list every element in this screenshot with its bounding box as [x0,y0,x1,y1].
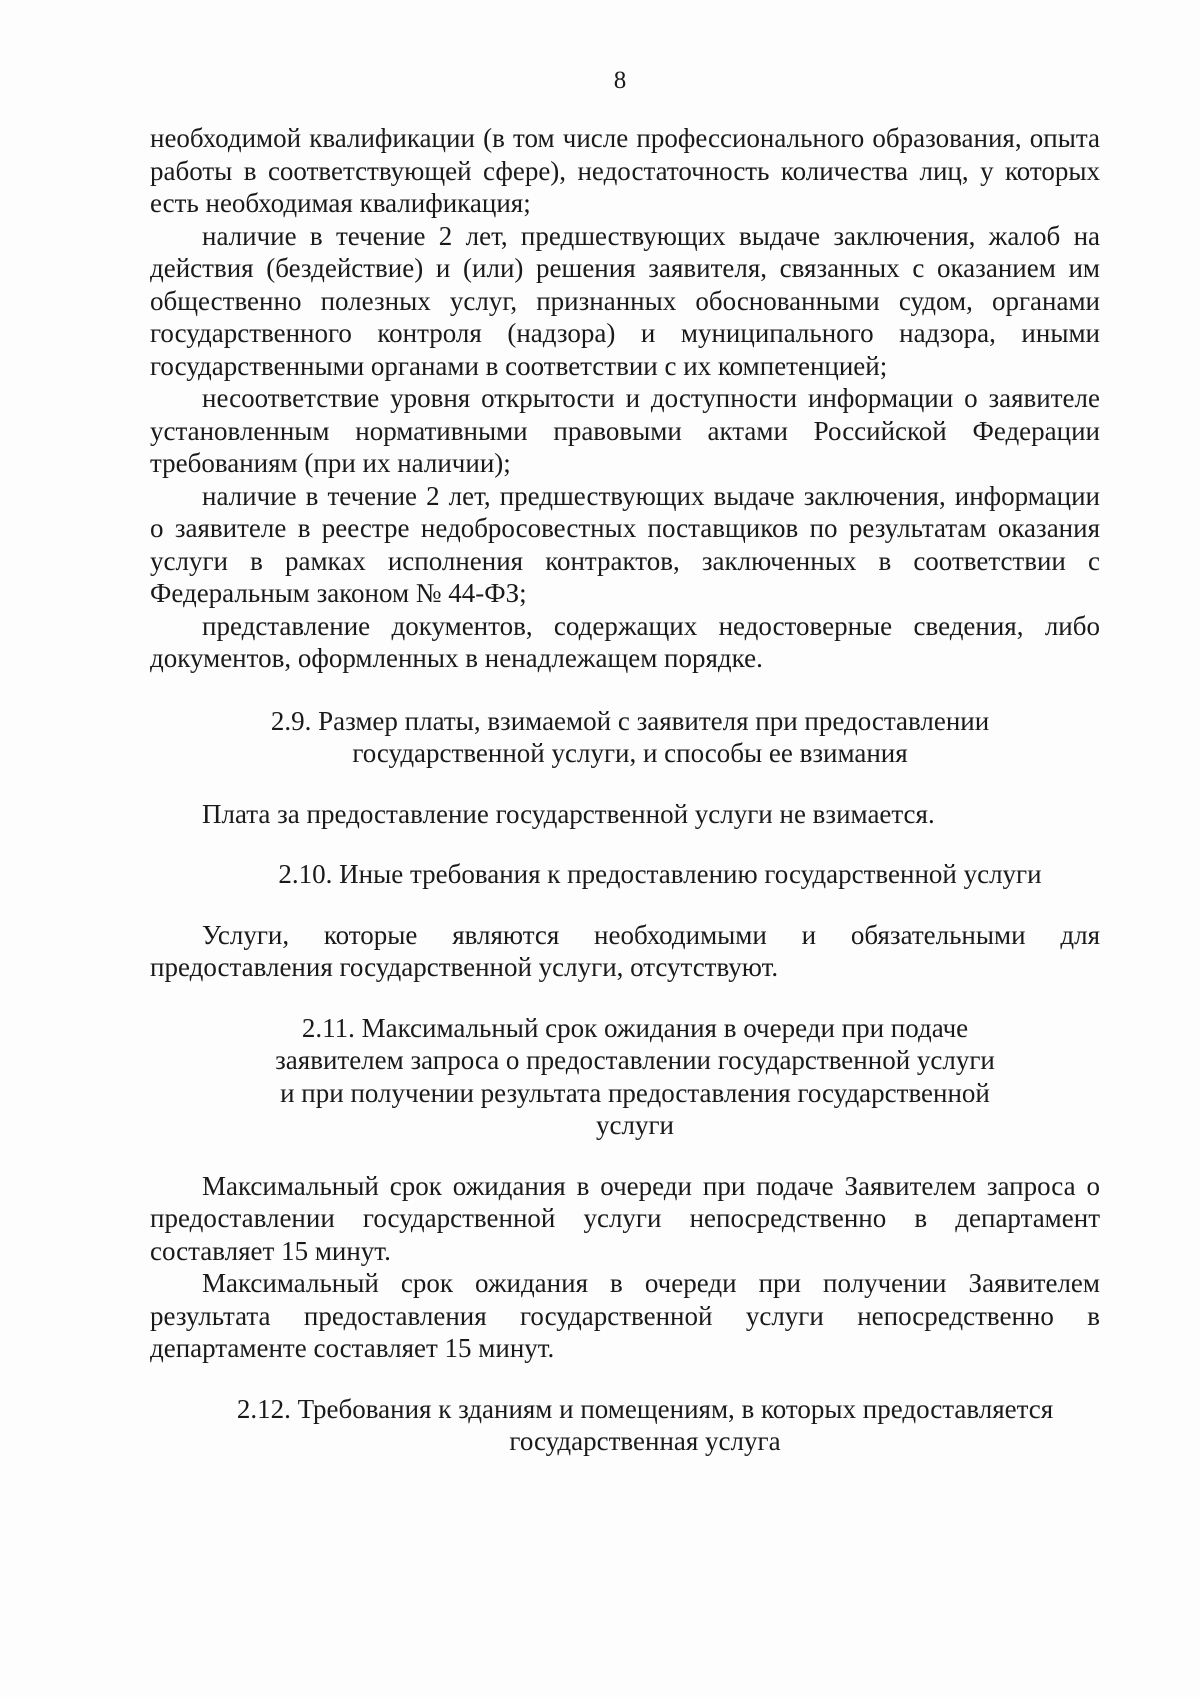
section-heading-2-9 [150,705,1100,770]
paragraph-documents: представление документов, содержащих недостоверные сведения, либо документов, оформленных в ненадлежащем порядке. [150,610,1100,673]
heading-line: государственная услуга [509,1426,781,1456]
paragraph-wait-result: Максимальный срок ожидания в очереди при получении Заявителем результата предоставления государственной услуги непосредственно в департаменте составляет 15 минут. [150,1268,1100,1363]
paragraph-wait-submission: Максимальный срок ожидания в очереди при подаче Заявителем запроса о предоставлении государственной услуги непосредственно в департамент составляет 15 минут. [150,1170,1100,1266]
paragraph-registry: наличие в течение 2 лет, предшествующих выдаче заключения, информации о заявителе в реестре недобросовестных поставщиков по результатам оказания услуги в рамках исполнения контрактов, заключенных в соответствии с Федеральным законом № 44-ФЗ; [150,480,1100,608]
page-number: 8 [613,67,627,94]
heading-line: заявителем запроса о предоставлении государственной услуги [275,1045,995,1075]
paragraph-fee: Плата за предоставление государственной услуги не взимается. [202,798,935,829]
heading-line: услуги [596,1110,674,1140]
heading-line: 2.12. Требования к зданиям и помещениям, в которых предоставляется [236,1393,1054,1424]
document-body [150,122,1100,1458]
heading-line: государственной услуги, и способы ее взимания [352,738,908,768]
heading-line: и при получении результата предоставления государственной [280,1077,990,1108]
paragraph-continued: необходимой квалификации (в том числе профессионального образования, опыта работы в соответствующей сфере), недостаточность количества лиц, у которых есть необходимая квалификация; [150,123,1100,218]
heading-line: 2.9. Размер платы, взимаемой с заявителя при предоставлении [270,705,990,736]
paragraph-other-services: Услуги, которые являются необходимыми и обязательными для предоставления государственной услуги, отсутствуют. [150,919,1100,982]
paragraph-complaints: наличие в течение 2 лет, предшествующих выдаче заключения, жалоб на действия (бездействие) и (или) решения заявителя, связанных с оказанием им общественно полезных услуг, признанных обоснованными судом, органами государственного контроля (надзора) и муниципального надзора, иными государственными органами в соответствии с их компетенцией; [150,220,1100,381]
section-heading-2-11 [150,1012,1100,1142]
section-heading-2-10: 2.10. Иные требования к предоставлению государственной услуги [278,859,1042,889]
paragraph-openness: несоответствие уровня открытости и доступности информации о заявителе установленным нормативными правовыми актами Российской Федерации требованиям (при их наличии); [150,383,1100,478]
section-heading-2-12 [150,1393,1100,1458]
heading-line: 2.11. Максимальный срок ожидания в очереди при подаче [301,1012,969,1043]
